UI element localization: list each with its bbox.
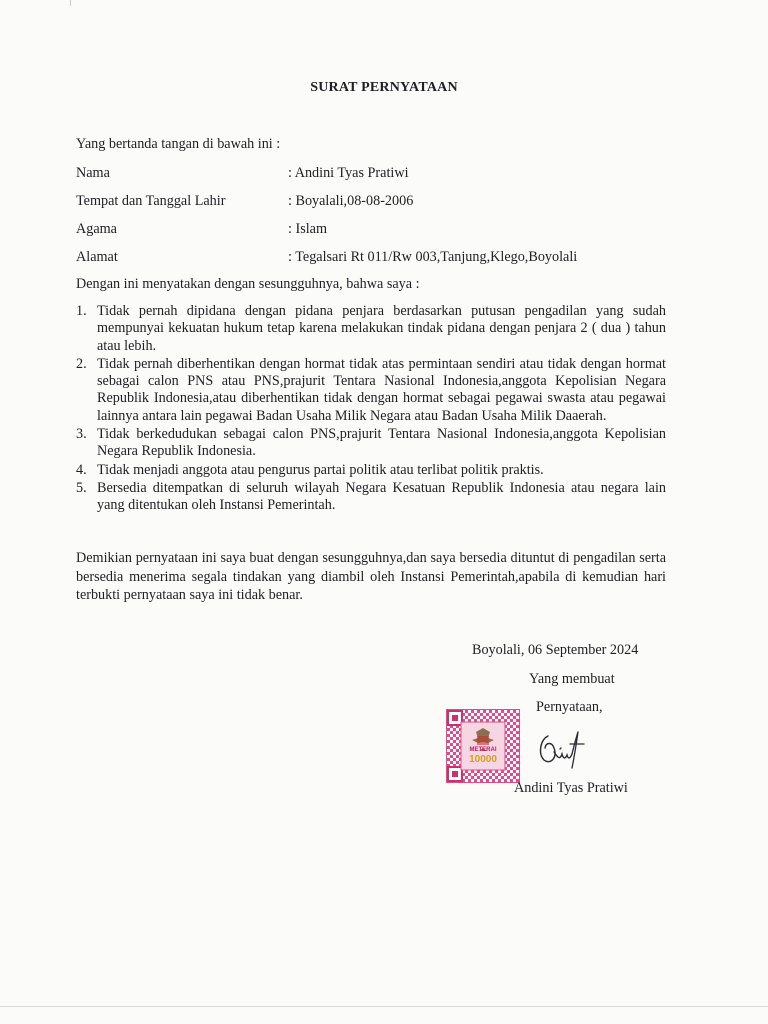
stamp-graphic xyxy=(447,710,519,782)
list-item xyxy=(76,356,666,425)
list-item-number: 5. xyxy=(76,479,87,496)
place-date: Boyolali, 06 September 2024 xyxy=(472,642,639,658)
list-item-text: Bersedia ditempatkan di seluruh wilayah Negara Kesatuan Republik Indonesia atau negara lain yang ditentukan oleh Instansi Pemerintah. xyxy=(97,479,666,514)
signer-name: Andini Tyas Pratiwi xyxy=(514,780,628,796)
list-item-text: Tidak pernah dipidana dengan pidana penjara berdasarkan putusan pengadilan yang sudah mempunyai kekuatan hukum tetap karena melakukan tindak pidana dengan penjara 2 ( dua ) tahun atau lebih. xyxy=(97,303,666,354)
list-item xyxy=(76,303,666,355)
statement-list xyxy=(76,303,666,515)
stamp-amount: 10000 xyxy=(469,754,497,765)
list-item-number: 2. xyxy=(76,355,87,372)
list-item xyxy=(76,480,666,515)
meterai-stamp xyxy=(446,709,520,783)
field-value-agama: : Islam xyxy=(288,221,328,237)
list-item-number: 1. xyxy=(76,303,87,319)
closing-paragraph: Demikian pernyataan ini saya buat dengan sesungguhnya,dan saya bersedia dituntut di pengadilan serta bersedia menerima segala tindakan yang diambil oleh Instansi Pemerintah,apabila di kemudian hari terbukti pernyataan saya ini tidak benar. xyxy=(76,550,666,603)
field-value-alamat: : Tegalsari Rt 011/Rw 003,Tanjung,Klego,Boyolali xyxy=(288,249,578,265)
statement-label: Pernyataan, xyxy=(536,699,603,715)
field-label-ttl: Tempat dan Tanggal Lahir xyxy=(76,193,226,209)
list-item-text: Tidak berkedudukan sebagai calon PNS,prajurit Tentara Nasional Indonesia,anggota Kepolisian Negara Republik Indonesia. xyxy=(97,426,666,460)
document-title: SURAT PERNYATAAN xyxy=(310,80,458,95)
list-item-number: 4. xyxy=(76,461,87,478)
stamp-label: METERAI xyxy=(469,747,497,753)
field-value-ttl: : Boyalali,08-08-2006 xyxy=(288,193,414,209)
signature-icon xyxy=(534,728,592,772)
field-label-nama: Nama xyxy=(76,165,110,181)
page-bottom-edge xyxy=(0,1006,768,1011)
maker-label: Yang membuat xyxy=(529,671,615,687)
list-item-text: Tidak menjadi anggota atau pengurus partai politik atau terlibat politik praktis. xyxy=(97,461,544,478)
list-item-number: 3. xyxy=(76,426,87,443)
intro-text: Yang bertanda tangan di bawah ini : xyxy=(76,136,281,152)
field-label-alamat: Alamat xyxy=(76,249,118,265)
list-item xyxy=(76,462,666,479)
field-value-nama: : Andini Tyas Pratiwi xyxy=(288,165,409,181)
list-item-text: Tidak pernah diberhentikan dengan hormat tidak atas permintaan sendiri atau tidak dengan hormat sebagai calon PNS atau PNS,prajurit Tentara Nasional Indonesia,anggota Kepolisian Negara Republik Indonesia,atau diberhentikan tidak dengan hormat sebagai pegawai swasta atau pegawai lainnya antara lain pegawai Badan Usaha Milik Negara atau Badan Usaha Milik Daaerah. xyxy=(97,355,666,424)
page-edge-mark xyxy=(70,0,71,6)
field-label-agama: Agama xyxy=(76,221,117,237)
statement-intro: Dengan ini menyatakan dengan sesungguhnya, bahwa saya : xyxy=(76,276,420,292)
list-item xyxy=(76,426,666,461)
